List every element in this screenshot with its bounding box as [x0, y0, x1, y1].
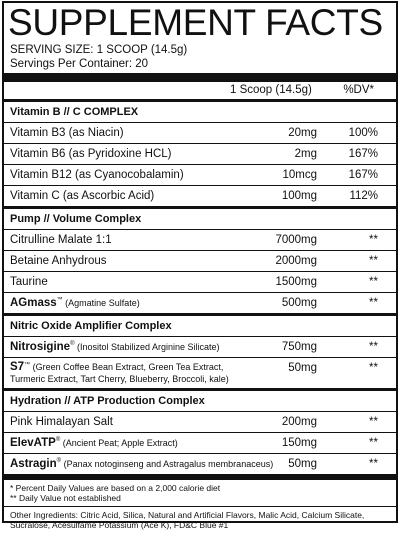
servings-per-container: Servings Per Container: 20 [10, 58, 149, 70]
nutrient-row [4, 123, 396, 143]
ingredient-name: Betaine Anhydrous [10, 255, 107, 267]
ingredient-dv: ** [369, 362, 378, 374]
ingredient-name: Pink Himalayan Salt [10, 416, 113, 428]
ingredient-amount: 7000mg [275, 234, 317, 246]
ingredient-description: (Panax notoginseng and Astragalus membranaceus) [61, 459, 274, 469]
section-heading: Vitamin B // C COMPLEX [10, 106, 139, 118]
section-heading: Pump // Volume Complex [10, 213, 142, 225]
ingredient-name: Astragin [10, 458, 57, 470]
panel-title: SUPPLEMENT FACTS [8, 2, 383, 43]
ingredient-description: (Green Coffee Bean Extract, Green Tea Extract, Turmeric Extract, Tart Cherry, Blueberry, Broccoli, kale) [10, 362, 229, 384]
ingredient-description: (Ancient Peat; Apple Extract) [60, 438, 178, 448]
trademark-mark: ® [70, 341, 75, 347]
column-dv-header: %DV* [343, 84, 374, 96]
ingredient-name: AGmass [10, 297, 57, 309]
nutrient-amount: 2mg [294, 148, 317, 160]
trademark-mark: ® [56, 458, 62, 464]
nutrient-dv: 112% [349, 190, 378, 202]
footnote-dv: * Percent Daily Values are based on a 2,000 calorie diet [10, 483, 221, 493]
other-ingredients: Other Ingredients: Citric Acid, Silica, Natural and Artificial Flavors, Malic Acid, Calcium Silicate, Sucralose, Acesulfame Potassium (Ace K), FD&C Blue #1 [10, 510, 365, 530]
ingredient-name: S7 [10, 361, 25, 373]
ingredient-amount: 2000mg [275, 255, 317, 267]
nutrient-name: Vitamin B12 (as Cyanocobalamin) [10, 169, 184, 181]
trademark-mark: ™ [24, 362, 31, 368]
footnote-not-established: ** Daily Value not established [10, 493, 121, 503]
ingredient-name: Taurine [10, 276, 48, 288]
ingredient-dv: ** [369, 276, 378, 288]
ingredient-dv: ** [369, 297, 378, 309]
ingredient-amount: 200mg [281, 416, 317, 428]
ingredient-amount: 150mg [281, 437, 317, 449]
ingredient-description: (Inositol Stabilized Arginine Silicate) [74, 342, 220, 352]
serving-size: SERVING SIZE: 1 SCOOP (14.5g) [10, 44, 188, 56]
nutrient-dv: 167% [348, 169, 378, 181]
nutrient-row [4, 186, 396, 206]
ingredient-amount: 1500mg [275, 276, 317, 288]
ingredient-row [4, 293, 396, 313]
nutrient-row [4, 165, 396, 185]
column-amount-header: 1 Scoop (14.5g) [230, 84, 312, 96]
trademark-mark: ® [55, 437, 61, 443]
nutrient-name: Vitamin C (as Ascorbic Acid) [10, 190, 155, 202]
nutrient-dv: 167% [348, 148, 378, 160]
footnotes [4, 480, 396, 506]
nutrient-dv: 100% [348, 127, 378, 139]
nutrient-amount: 100mg [281, 190, 317, 202]
ingredient-row [4, 230, 396, 250]
ingredient-amount: 50mg [288, 458, 317, 470]
nutrient-name: Vitamin B3 (as Niacin) [10, 127, 124, 139]
supplement-facts-panel [2, 1, 398, 530]
ingredient-amount: 50mg [288, 362, 317, 374]
nutrient-amount: 20mg [288, 127, 317, 139]
ingredient-dv: ** [369, 458, 378, 470]
ingredient-row [4, 272, 396, 292]
ingredient-name: Citrulline Malate 1:1 [10, 234, 112, 246]
ingredient-row [4, 358, 396, 388]
ingredient-row [4, 454, 396, 474]
column-headers [4, 82, 396, 99]
ingredient-dv: ** [369, 437, 378, 449]
ingredient-dv: ** [369, 234, 378, 246]
ingredient-row [4, 251, 396, 271]
divider-thick [4, 73, 396, 82]
ingredient-dv: ** [369, 255, 378, 267]
ingredient-name: Nitrosigine [10, 341, 71, 353]
ingredient-name: ElevATP [10, 437, 56, 449]
ingredient-amount: 750mg [281, 341, 317, 353]
nutrient-name: Vitamin B6 (as Pyridoxine HCL) [10, 148, 172, 160]
ingredient-amount: 500mg [281, 297, 317, 309]
section-heading: Nitric Oxide Amplifier Complex [10, 320, 172, 332]
ingredient-row [4, 412, 396, 432]
ingredient-row [4, 433, 396, 453]
ingredient-row [4, 337, 396, 357]
ingredient-description: (Agmatine Sulfate) [62, 298, 140, 308]
nutrient-amount: 10mcg [282, 169, 317, 181]
trademark-mark: ™ [56, 297, 63, 303]
ingredient-dv: ** [369, 416, 378, 428]
ingredient-dv: ** [369, 341, 378, 353]
section-heading: Hydration // ATP Production Complex [10, 395, 205, 407]
nutrient-row [4, 144, 396, 164]
